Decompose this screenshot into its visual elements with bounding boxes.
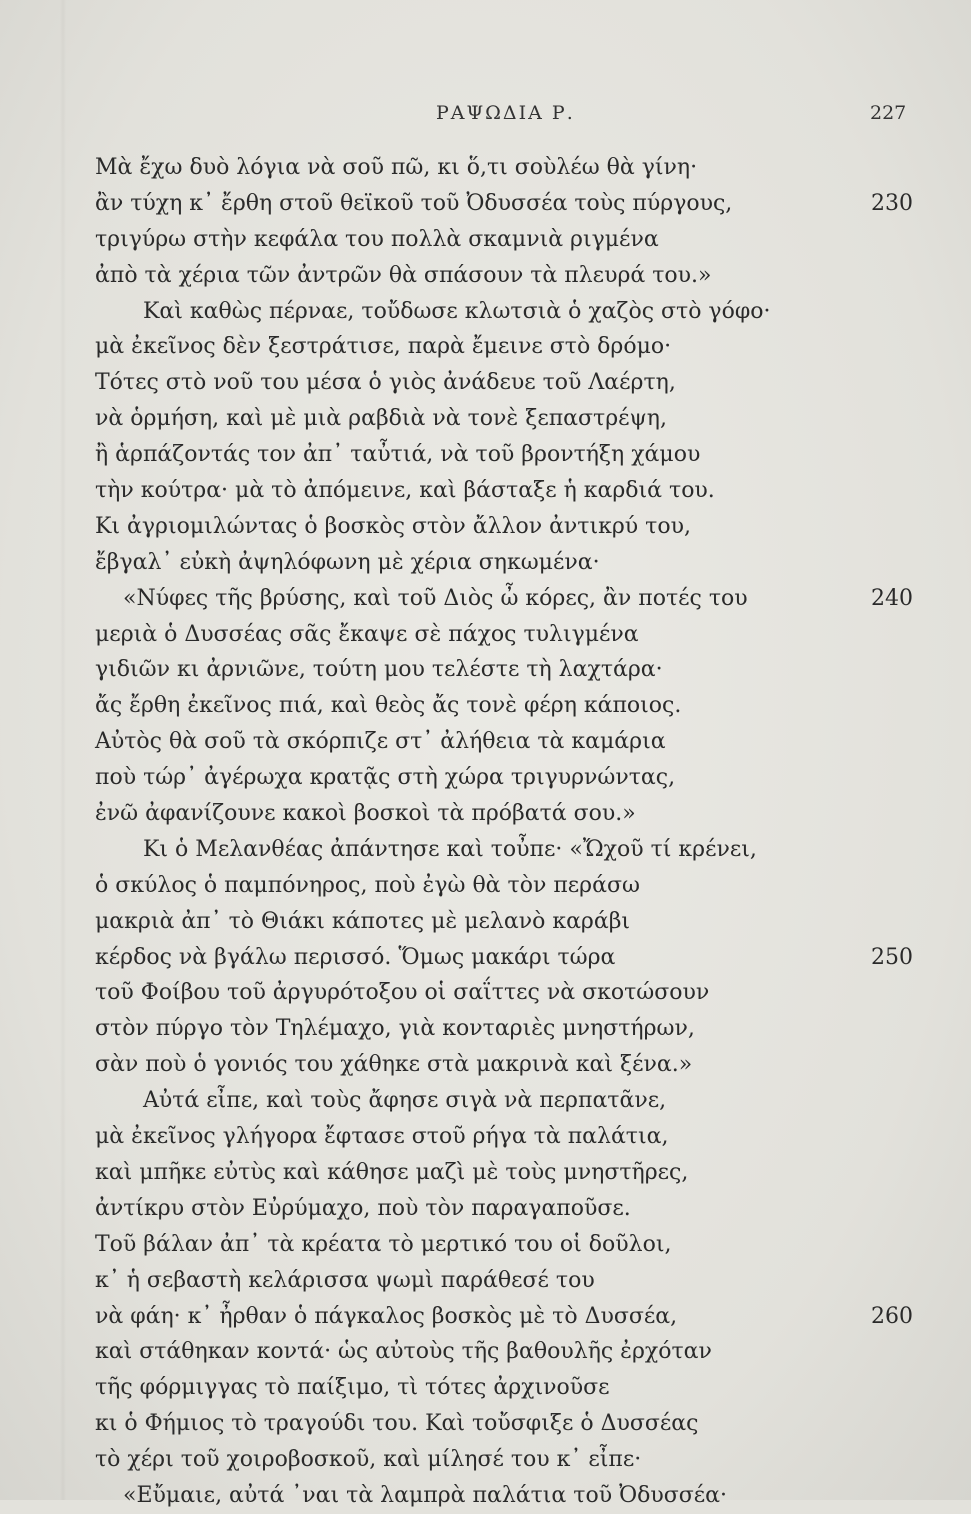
- verse-line: [95, 652, 925, 688]
- verse-line: [95, 617, 925, 653]
- verse-text: «Εὔμαιε, αὐτά ᾽ναι τὰ λαμπρὰ παλάτια τοῦ Ὀδυσσέα·: [123, 1482, 728, 1508]
- line-number: 260: [871, 1303, 913, 1329]
- verse-text: μὰ ἐκεῖνος γλήγορα ἔφτασε στοῦ ρήγα τὰ παλάτια,: [95, 1124, 669, 1150]
- verse-line: [95, 401, 925, 437]
- verse-line: [95, 365, 925, 401]
- verse-text: σὰν ποὺ ὁ γονιός του χάθηκε στὰ μακρινὰ καὶ ξένα.»: [95, 1052, 693, 1078]
- verse-line: [95, 940, 925, 976]
- verse-line: [95, 724, 925, 760]
- verse-line: [95, 1227, 925, 1263]
- verse-text: ἀντίκρυ στὸν Εὐρύμαχο, ποὺ τὸν παραγαποῦσε.: [95, 1195, 631, 1221]
- verse-line: [95, 186, 925, 222]
- verse-text: Τοῦ βάλαν ἀπ᾽ τὰ κρέατα τὸ μερτικό του οἱ δοῦλοι,: [95, 1231, 672, 1257]
- verse-text: στὸν πύργο τὸν Τηλέμαχο, γιὰ κονταριὲς μνηστήρων,: [95, 1016, 695, 1042]
- verse-line: [95, 581, 925, 617]
- verse-text: ὁ σκύλος ὁ παμπόνηρος, ποὺ ἐγὼ θὰ τὸν περάσω: [95, 872, 640, 898]
- verse-text: καὶ στάθηκαν κοντά· ὡς αὐτοὺς τῆς βαθουλῆς ἐρχόταν: [95, 1339, 712, 1365]
- verse-line: [95, 975, 925, 1011]
- verse-text: νὰ φάη· κ᾽ ἦρθαν ὁ πάγκαλος βοσκὸς μὲ τὸ Δυσσέα,: [95, 1303, 678, 1329]
- verse-line: [95, 329, 925, 365]
- verse-line: [95, 1119, 925, 1155]
- verse-text: «Νύφες τῆς βρύσης, καὶ τοῦ Διὸς ὦ κόρες, ἂν ποτές του: [123, 585, 748, 611]
- verse-line: [95, 1334, 925, 1370]
- verse-line: [95, 1442, 925, 1478]
- verse-text: Μὰ ἔχω δυὸ λόγια νὰ σοῦ πῶ, κι ὅ,τι σοὺλέω θὰ γίνη·: [95, 155, 698, 180]
- verse-line: [95, 688, 925, 724]
- verse-line: [95, 760, 925, 796]
- verse-line: [95, 796, 925, 832]
- verse-line: [95, 222, 925, 258]
- verse-line: [95, 1299, 925, 1335]
- line-number: 240: [871, 585, 913, 611]
- verse-text: γιδιῶν κι ἀρνιῶνε, τούτη μου τελέστε τὴ λαχτάρα·: [95, 657, 663, 683]
- verse-text: τοῦ Φοίβου τοῦ ἀργυρότοξου οἱ σαΐττες νὰ σκοτώσουν: [95, 980, 710, 1006]
- verse-text: τὸ χέρι τοῦ χοιροβοσκοῦ, καὶ μίλησέ του κ᾽ εἶπε·: [95, 1447, 642, 1473]
- verse-text: ἔβγαλ᾽ εὐκὴ ἀψηλόφωνη μὲ χέρια σηκωμένα·: [95, 549, 600, 575]
- verse-line: [95, 150, 925, 186]
- verse-text: Τότες στὸ νοῦ του μέσα ὁ γιὸς ἀνάδευε τοῦ Λαέρτη,: [95, 370, 676, 396]
- verse-text: ἄς ἔρθη ἐκεῖνος πιά, καὶ θεὸς ἄς τονὲ φέρη κάποιος.: [95, 693, 682, 719]
- verse-line: [95, 1191, 925, 1227]
- verse-line: [95, 1263, 925, 1299]
- page-header: [0, 102, 971, 130]
- verse-line: [95, 258, 925, 294]
- verse-line: [95, 1011, 925, 1047]
- running-title: ΡΑΨΩΔΙΑ Ρ.: [436, 102, 575, 124]
- verse-line: [95, 294, 925, 330]
- page-gutter-shadow: [60, 0, 66, 1500]
- verse-text: Καὶ καθὼς πέρναε, τοὔδωσε κλωτσιὰ ὁ χαζὸς στὸ γόφο·: [143, 298, 771, 324]
- verse-text: τριγύρω στὴν κεφάλα του πολλὰ σκαμνιὰ ριγμένα: [95, 226, 659, 252]
- verse-line: [95, 832, 925, 868]
- verse-line: [95, 509, 925, 545]
- verse-line: [95, 1406, 925, 1442]
- verse-line: [95, 1478, 925, 1514]
- verse-text-block: [95, 150, 925, 1514]
- verse-line: [95, 868, 925, 904]
- verse-text: ἐνῶ ἀφανίζουνε κακοὶ βοσκοὶ τὰ πρόβατά σου.»: [95, 801, 636, 827]
- verse-text: ἢ ἁρπάζοντάς τον ἀπ᾽ ταὖτιά, νὰ τοῦ βροντήξη χάμου: [95, 442, 701, 468]
- verse-text: Αὐτὸς θὰ σοῦ τὰ σκόρπιζε στ᾽ ἀλήθεια τὰ καμάρια: [95, 729, 666, 755]
- verse-text: τὴν κούτρα· μὰ τὸ ἀπόμεινε, καὶ βάσταξε ἡ καρδιά του.: [95, 478, 715, 504]
- verse-text: Αὐτά εἶπε, καὶ τοὺς ἄφησε σιγὰ νὰ περπατᾶνε,: [143, 1088, 667, 1114]
- verse-line: [95, 437, 925, 473]
- verse-text: Κι ὁ Μελανθέας ἀπάντησε καὶ τοὖπε· «Ὤχοῦ τί κρένει,: [143, 836, 757, 862]
- verse-text: ἂν τύχη κ᾽ ἔρθη στοῦ θεϊκοῦ τοῦ Ὀδυσσέα τοὺς πύργους,: [95, 190, 733, 216]
- verse-text: κι ὁ Φήμιος τὸ τραγούδι του. Καὶ τοὔσφιξε ὁ Δυσσέας: [95, 1411, 699, 1437]
- line-number: 250: [871, 944, 913, 970]
- verse-text: τῆς φόρμιγγας τὸ παίξιμο, τὶ τότες ἀρχινοῦσε: [95, 1375, 610, 1401]
- verse-text: ποὺ τώρ᾽ ἀγέρωχα κρατᾷς στὴ χώρα τριγυρνώντας,: [95, 765, 676, 791]
- verse-line: [95, 1083, 925, 1119]
- verse-line: [95, 1155, 925, 1191]
- verse-text: Κι ἀγριομιλώντας ὁ βοσκὸς στὸν ἄλλον ἀντικρύ του,: [95, 513, 691, 539]
- verse-text: μεριὰ ὁ Δυσσέας σᾶς ἔκαψε σὲ πάχος τυλιγμένα: [95, 621, 639, 647]
- verse-text: κέρδος νὰ βγάλω περισσό. Ὅμως μακάρι τώρα: [95, 944, 616, 970]
- verse-text: καὶ μπῆκε εὐτὺς καὶ κάθησε μαζὶ μὲ τοὺς μνηστῆρες,: [95, 1159, 689, 1185]
- verse-text: μακριὰ ἀπ᾽ τὸ Θιάκι κάποτες μὲ μελανὸ καράβι: [95, 908, 631, 934]
- verse-line: [95, 473, 925, 509]
- verse-line: [95, 904, 925, 940]
- verse-line: [95, 1047, 925, 1083]
- verse-text: κ᾽ ἡ σεβαστὴ κελάρισσα ψωμὶ παράθεσέ του: [95, 1267, 595, 1293]
- verse-text: νὰ ὁρμήση, καὶ μὲ μιὰ ραβδιὰ νὰ τονὲ ξεπαστρέψη,: [95, 406, 667, 432]
- verse-line: [95, 545, 925, 581]
- verse-text: μὰ ἐκεῖνος δὲν ξεστράτισε, παρὰ ἔμεινε στὸ δρόμο·: [95, 334, 672, 360]
- page-number: 227: [870, 102, 907, 124]
- verse-text: ἀπὸ τὰ χέρια τῶν ἀντρῶν θὰ σπάσουν τὰ πλευρά του.»: [95, 262, 712, 288]
- line-number: 230: [871, 190, 913, 216]
- verse-line: [95, 1370, 925, 1406]
